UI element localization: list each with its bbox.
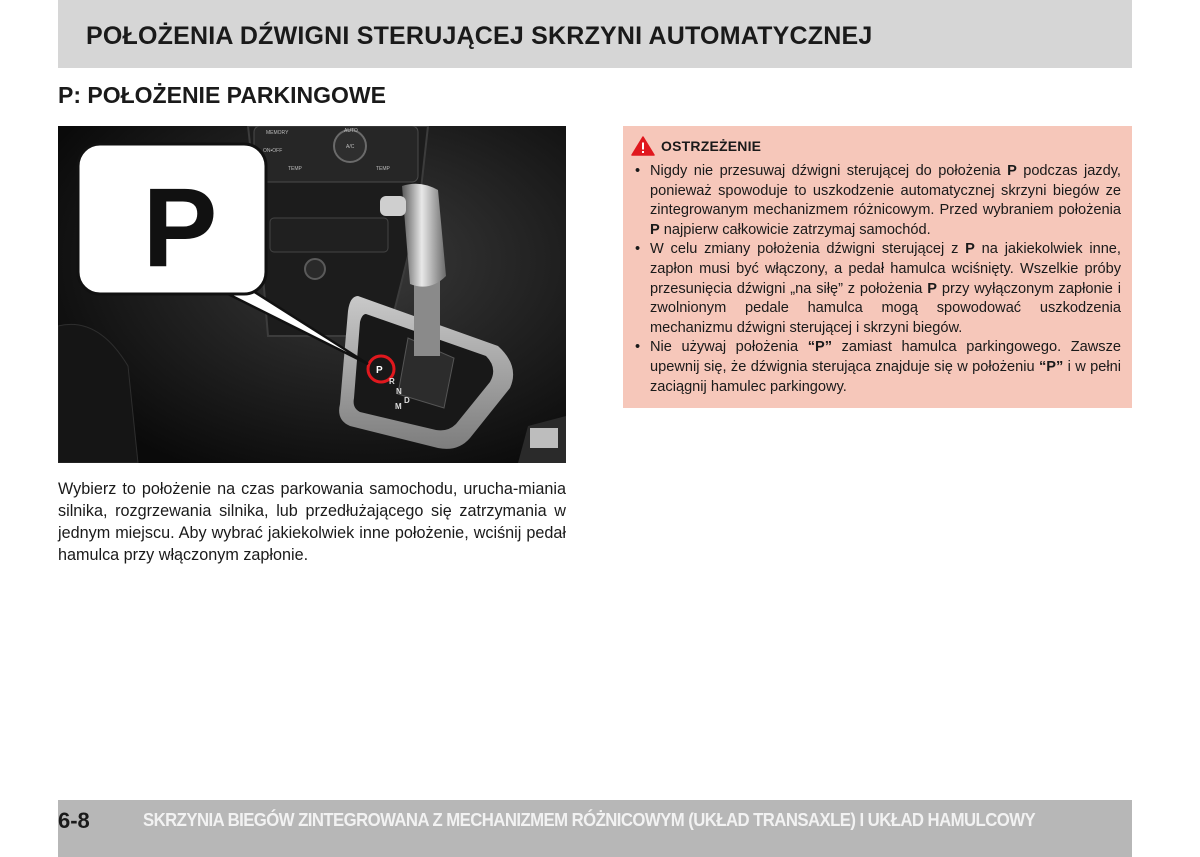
- body-paragraph: Wybierz to położenie na czas parkowania samochodu, urucha-miania silnika, rozgrzewania silnika, lub przedłużającego się zatrzymania w jednym miejscu. Aby wybrać jakiekolwiek inne położenie, wciśnij pedał hamulca przy włączonym zapłonie.: [58, 480, 566, 564]
- right-trim-highlight: [530, 428, 558, 448]
- page-number: 6-8: [58, 808, 90, 833]
- warning-list: [635, 162, 1121, 397]
- gear-shifter-photo: [58, 126, 566, 463]
- switch-panel: [270, 218, 388, 252]
- console-label-auto: AUTO: [344, 128, 358, 134]
- gear-letter-d: D: [404, 396, 410, 405]
- page-title: POŁOŻENIA DŹWIGNI STERUJĄCEJ SKRZYNI AUTOMATYCZNEJ: [86, 22, 873, 50]
- gear-letter-p: P: [376, 365, 383, 376]
- lever-button: [380, 196, 406, 216]
- console-label-ac: A/C: [346, 144, 355, 150]
- console-label-memory: MEMORY: [266, 130, 289, 136]
- gear-letter-n: N: [396, 387, 402, 396]
- warning-title: OSTRZEŻENIE: [661, 138, 762, 154]
- section-title: P: POŁOŻENIE PARKINGOWE: [58, 82, 386, 108]
- warning-header: [631, 136, 761, 156]
- warning-box: [623, 126, 1132, 408]
- warning-item: • Nie używaj położenia “P” zamiast hamulca parkingowego. Zawsze upewnij się, że dźwignia sterująca znajduje się w położeniu “P” i w pełni zaciągnij hamulec parkingowy.: [635, 338, 1121, 397]
- gear-letter-m: M: [395, 402, 402, 411]
- chapter-title: SKRZYNIA BIEGÓW ZINTEGROWANA Z MECHANIZMEM RÓŻNICOWYM (UKŁAD TRANSAXLE) I UKŁAD HAMULCOWY: [143, 810, 1036, 830]
- switch-knob: [305, 259, 325, 279]
- warning-item: • W celu zmiany położenia dźwigni sterującej z P na jakiekolwiek inne, zapłon musi być włączony, a pedał hamulca wciśnięty. Wszelkie próby przesunięcia dźwigni „na siłę” z położenia P przy wyłączonym zapłonie i zwolnionym pedale hamulca mogą spowodować uszkodzenia mechanizmu dźwigni sterującej i skrzyni biegów.: [635, 240, 1121, 338]
- shift-lever-shaft: [414, 276, 440, 356]
- console-label-on-off: ON•OFF: [263, 148, 283, 154]
- gear-letter-r: R: [389, 377, 395, 386]
- console-label-temp-right: TEMP: [376, 166, 390, 172]
- callout-letter: P: [142, 165, 218, 290]
- warning-item: • Nigdy nie przesuwaj dźwigni sterującej do położenia P podczas jazdy, ponieważ spowoduje to uszkodzenie automatycznej skrzyni biegów ze zintegrowanym mechanizmem różnicowym. Przed wybraniem położenia P najpierw całkowicie zatrzymaj samochód.: [635, 162, 1121, 240]
- console-label-temp-left: TEMP: [288, 166, 302, 172]
- warning-triangle-icon: [631, 136, 655, 156]
